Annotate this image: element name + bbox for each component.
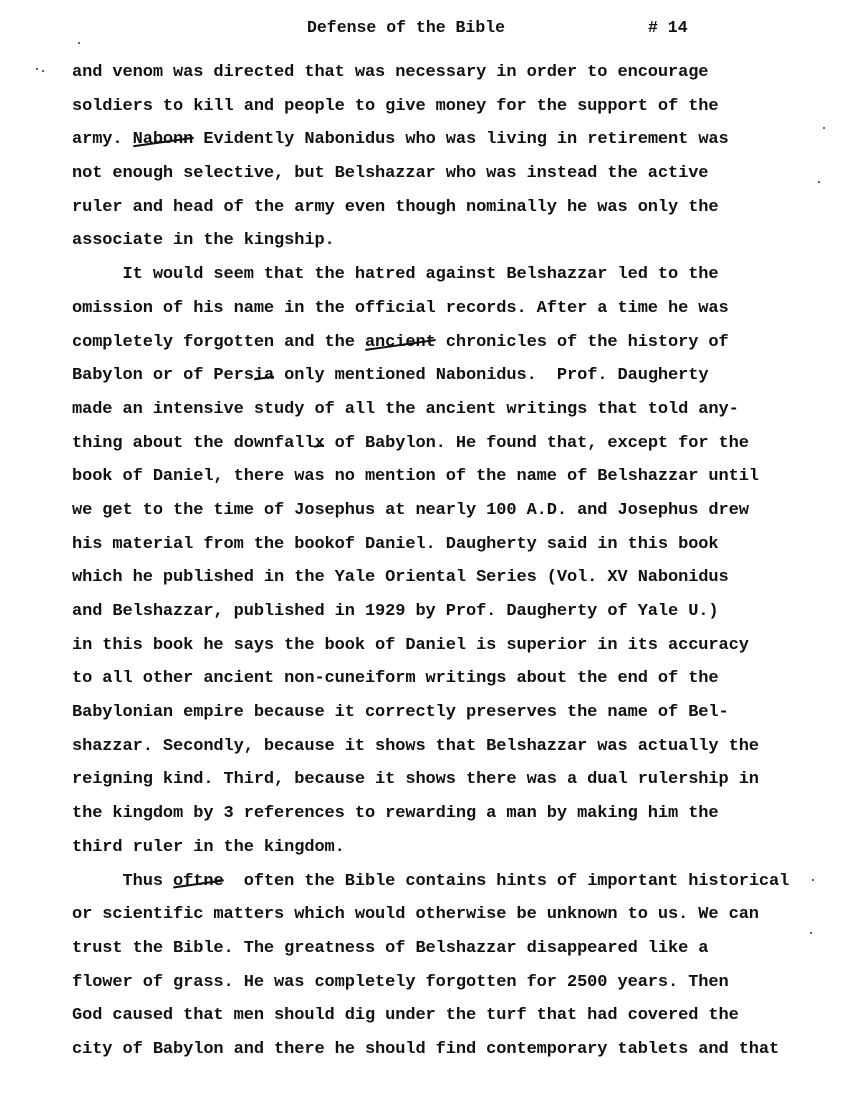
text-line <box>72 229 789 263</box>
text-segment: ruler and head of the army even though nominally he was only the <box>72 197 719 217</box>
scan-speck <box>78 42 80 44</box>
text-line <box>72 870 789 904</box>
page-title: Defense of the Bible <box>307 18 506 37</box>
struck-out-text: oftne <box>173 871 224 891</box>
text-line <box>72 331 789 365</box>
text-segment: we get to the time of Josephus at nearly 100 A.D. and Josephus drew <box>72 500 749 520</box>
text-segment: army. <box>72 130 133 150</box>
struck-out-text: x <box>314 433 325 453</box>
text-segment: shazzar. Secondly, because it shows that Belshazzar was actually the <box>72 736 759 756</box>
text-line <box>72 903 789 937</box>
scan-speck <box>823 127 825 129</box>
text-line <box>72 95 789 129</box>
text-line <box>72 499 789 533</box>
text-segment: made an intensive study of all the ancient writings that told any- <box>72 399 739 419</box>
text-segment: Babylonian empire because it correctly preserves the name of Bel- <box>72 703 729 723</box>
text-line <box>72 634 789 668</box>
text-line <box>72 196 789 230</box>
text-segment: city of Babylon and there he should find contemporary tablets and that <box>72 1039 780 1059</box>
text-segment: It would seem that the hatred against Belshazzar led to the <box>72 265 719 285</box>
text-line <box>72 600 789 634</box>
struck-out-text: ia <box>253 366 275 386</box>
text-segment: in this book he says the book of Daniel is superior in its accuracy <box>72 635 749 655</box>
text-line <box>72 128 789 162</box>
text-line <box>72 364 789 398</box>
text-segment: thing about the downfall <box>72 433 315 453</box>
text-segment: third ruler in the kingdom. <box>72 837 345 857</box>
text-line <box>72 667 789 701</box>
text-segment: Babylon or of Pers <box>72 366 254 386</box>
text-line <box>72 1004 789 1038</box>
text-segment: Evidently Nabonidus who was living in retirement was <box>193 130 729 150</box>
text-segment: soldiers to kill and people to give money for the support of the <box>72 96 719 116</box>
text-line <box>72 465 789 499</box>
text-segment: and Belshazzar, published in 1929 by Prof. Daugherty of Yale U.) <box>72 602 719 621</box>
text-line <box>72 432 789 466</box>
text-line <box>72 971 789 1005</box>
scan-speck <box>818 181 820 183</box>
text-line <box>72 735 789 769</box>
text-segment: of Babylon. He found that, except for the <box>324 433 749 453</box>
text-segment: or scientific matters which would otherwise be unknown to us. We can <box>72 905 759 925</box>
text-segment: book of Daniel, there was no mention of the name of Belshazzar until <box>72 467 759 487</box>
scan-speck <box>36 68 38 70</box>
text-segment: trust the Bible. The greatness of Belshazzar disappeared like a <box>72 938 709 958</box>
text-line <box>72 162 789 196</box>
text-line <box>72 566 789 600</box>
text-segment: and venom was directed that was necessary in order to encourage <box>72 63 709 82</box>
text-line <box>72 1038 789 1072</box>
text-segment: flower of grass. He was completely forgotten for 2500 years. Then <box>72 972 729 992</box>
scan-speck <box>42 70 44 72</box>
scan-speck <box>810 932 812 934</box>
page-number: # 14 <box>648 18 688 37</box>
text-segment: omission of his name in the official records. After a time he was <box>72 298 729 318</box>
text-segment: Thus <box>72 871 174 891</box>
text-line <box>72 297 789 331</box>
text-line <box>72 701 789 735</box>
text-line <box>72 768 789 802</box>
text-line <box>72 61 789 95</box>
text-line <box>72 263 789 297</box>
scan-speck <box>812 879 814 881</box>
text-line <box>72 533 789 567</box>
struck-out-text: Nabonn <box>132 130 194 150</box>
document-body <box>72 61 789 1072</box>
text-segment: the kingdom by 3 references to rewarding a man by making him the <box>72 804 719 824</box>
text-segment: God caused that men should dig under the turf that had covered the <box>72 1006 739 1026</box>
text-line <box>72 836 789 870</box>
text-segment: only mentioned Nabonidus. Prof. Daugherty <box>274 366 709 386</box>
text-segment: not enough selective, but Belshazzar who was instead the active <box>72 164 709 184</box>
text-segment: chronicles of the history of <box>435 332 729 352</box>
text-line <box>72 937 789 971</box>
text-segment: completely forgotten and the <box>72 332 365 352</box>
text-segment: his material from the bookof Daniel. Daugherty said in this book <box>72 534 719 554</box>
text-segment: often the Bible contains hints of important historical <box>223 871 790 891</box>
struck-out-text: ancient <box>364 332 436 352</box>
text-segment: which he published in the Yale Oriental Series (Vol. XV Nabonidus <box>72 568 729 588</box>
text-line <box>72 398 789 432</box>
text-segment: reigning kind. Third, because it shows there was a dual rulership in <box>72 770 759 790</box>
text-segment: associate in the kingship. <box>72 231 335 251</box>
text-segment: to all other ancient non-cuneiform writings about the end of the <box>72 669 719 689</box>
text-line <box>72 802 789 836</box>
